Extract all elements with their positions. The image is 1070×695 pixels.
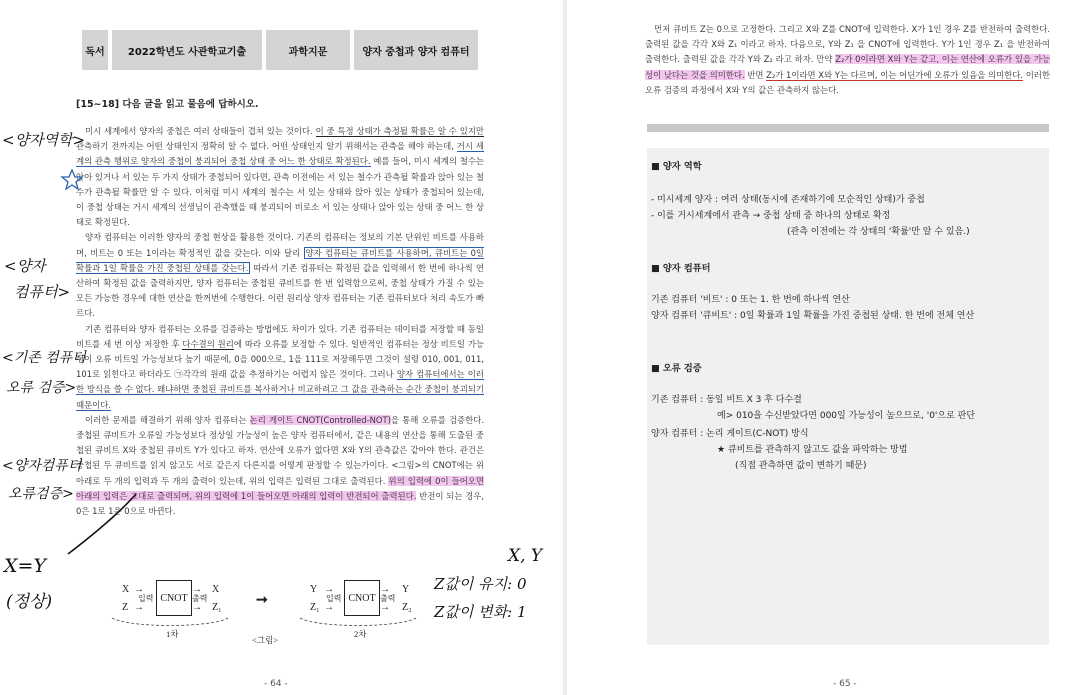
underlined-text: 거시 세계의 관측 행위로 양자의 중첩이 붕괴되어 중첩 상태 중 어느 한 상태로 확정된다. [76,141,484,167]
section-title-quantum-computer: ■ 양자 컴퓨터 [651,263,711,274]
g1-caption: 1차 [166,629,179,639]
g1-input-label: 입력 [138,594,154,603]
page-number-left: - 64 - [264,679,288,689]
divider-bar [647,124,1049,132]
g1-input-top: X [122,584,130,595]
text-run: 이러한 오류 검증의 과정에서 X와 Y의 값은 관측하지 않는다. [645,69,1050,95]
text-run: 을 통해 오류를 검증한다. 중첩된 큐비트가 오류일 가능성보다 정상일 가능성이 높은 양자 컴퓨터에서, 같은 내용의 연산을 통해 도출된 중첩된 큐비트 X와 중첩된 큐비트 Y가 있다고 하자. 연산에 오류가 없다면 X와 Y의 관측값은 같아야 한다. 관건은 중첩된 두 큐비트를 읽지 않고도 서로 같은지 다른지를 어떻게 판정할 수 있는가이다. <그림>의 CNOT에는 위아래로 두 개의 입력과 두 개의 출력이 있는데, 위의 입력은 입력된 그대로 출력된다. [76,414,484,486]
arrow-icon: → [134,602,144,613]
text-run: 미시 세계에서 양자의 중첩은 여러 상태들이 겹쳐 있는 것이다. [85,126,316,136]
handwritten-note-classic-error-1: <기존 컴퓨터 [2,350,86,366]
note-line: - 미시세계 양자 : 여러 상태(동시에 존재하기에 모순적인 상태)가 중첩 [651,195,925,205]
arrow-icon: → [192,584,202,595]
handwritten-note-quantum-error-2: 오류검증> [8,486,74,502]
figure-brackets [110,616,450,630]
text-run: 기존 컴퓨터와 양자 컴퓨터는 오류를 검증하는 방법에도 차이가 있다. 기존 컴퓨터는 데이터를 저장할 때 동일 비트를 세 번 이상 저장한 후 [76,323,484,349]
header-cell-category: 과학지문 [266,30,350,70]
note-line: (관측 이전에는 각 상태의 '확률'만 알 수 있음.) [787,227,970,237]
g1-output-label: 출력 [192,594,208,603]
g1-output-top: X [212,584,220,595]
underlined-text: Z₂가 1이라면 X와 Y는 다르며, 이는 어딘가에 오류가 있음을 의미한다. [766,69,1024,80]
text-run: 먼저 큐비트 Z는 0으로 고정한다. 그리고 X와 Z를 CNOT에 입력한다. X가 1인 경우 Z를 반전하여 출력한다. 출력된 값을 각각 X와 Z₁ 이라고 하자. 다음으로, Y와 Z₁ 을 CNOT에 입력한다. Y가 1인 경우 Z₁ 을 반전하여 출력한다. 출력된 값을 각각 Y와 Z₂ 라고 하자. 만약 [645,24,1050,65]
section-title-quantum-mechanics: ■ 양자 역학 [651,161,702,172]
handwritten-note-xy: X, Y [508,546,543,566]
text-run: 예를 들어, 미시 세계의 철수는 앉아 있거나 서 있는 두 가지 상태가 중첩되어 있다면, 관측 이전에는 서 있는 철수가 관측될 확률과 앉아 있는 철수가 관측될 확률만 알 수 있다. 이처럼 미시 세계의 철수는 서 있는 상태와 앉아 있는 상태가 중첩되어 있는데, 이 중첩 상태는 거시 세계의 선생님이 관측했을 때 붕괴되어 비로소 서 있는 상태나 앉아 있는 상태 중 어느 한 상태로 확정된다. [76,156,484,228]
underlined-text: 양자 컴퓨터에서는 이러한 방식을 쓸 수 없다. 왜냐하면 중첩된 큐비트를 복사하거나 비교하려고 그 값을 관측하는 순간 중첩이 붕괴되기 때문이다. [76,369,484,410]
highlighted-text: 논리 게이트 CNOT(Controlled-NOT) [249,414,391,425]
highlighted-text: Z₂가 0이라면 X와 Y는 같고, 이는 연산에 오류가 있을 가능성이 낮다는 것을 의미한다. [645,54,1051,80]
page-number-right: - 65 - [833,679,857,689]
text-run: 이러한 문제를 해결하기 위해 양자 컴퓨터는 [85,414,250,425]
note-line: (직접 관측하면 값이 변하기 때문) [735,461,867,471]
note-line: - 이를 거시세계에서 관측 → 중첩 상태 중 하나의 상태로 확정 [651,211,891,221]
sequence-arrow-icon: ➞ [256,593,268,608]
handwritten-note-z-changed: Z값이 변화: 1 [434,603,527,621]
section-title-error-check: ■ 오류 검증 [651,363,702,374]
note-line: 양자 컴퓨터 : 논리 게이트(C-NOT) 방식 [651,429,809,439]
cnot-figure [110,576,450,646]
g2-output-top: Y [402,584,410,595]
figure-caption: <그림> [252,635,279,645]
text-run: 에 따라 오류를 보정할 수 있다. 일반적인 컴퓨터는 정상 비트일 가능성이 오류 비트일 가능성보다 높기 때문에, 0을 000으로, 1을 111로 저장해두면 그것이 설령 010, 001, 011, 101로 읽힌다고 하더라도 ㉠각각의 원래 값을 추정하기는 어렵지 않은 것이다. 그러나 [76,338,485,380]
g1-output-bottom: Z₁ [212,602,222,613]
paragraph-2 [76,230,484,321]
g2-input-label: 입력 [326,594,342,603]
question-title: [15~18] 다음 글을 읽고 물음에 답하시오. [76,99,259,110]
g2-output-bottom: Z₂ [402,602,412,613]
handwritten-note-z-kept: Z값이 유지: 0 [434,575,527,593]
g2-output-label: 출력 [380,594,396,603]
star-doodle-icon [60,168,84,192]
handwritten-note-quantum-error-1: <양자컴퓨터 [2,458,82,474]
passage [76,124,484,519]
boxed-text: 양자 컴퓨터는 큐비트를 사용하며, 큐비트는 0일 확률과 1일 확률을 가진 중첩된 상태를 갖는다. [76,247,484,273]
handwritten-note-x-equals-y: X=Y [4,555,46,577]
underlined-text: 다수결의 원리 [182,338,234,349]
note-line: 기존 컴퓨터 '비트' : 0 또는 1. 한 번에 하나씩 연산 [651,295,850,305]
arrow-icon: → [192,602,202,613]
header-cell-source: 2022학년도 사관학교기출 [112,30,262,70]
underlined-text: 이 중 특정 상태가 측정될 확률은 알 수 있지만 [315,126,484,136]
paragraph-1 [76,124,484,230]
text-run: 양자 컴퓨터는 이러한 양자의 중첩 현상을 활용한 것이다. 기존의 컴퓨터는 정보의 기본 단위인 비트를 사용하며, 비트는 0 또는 1이라는 확정적인 값을 갖는다. 이와 달리 [76,232,484,258]
text-run: 반전이 되는 경우, 0은 1로 1은 0으로 바뀐다. [76,490,484,517]
note-line: ★ 큐비트를 관측하지 않고도 값을 파악하는 방법 [717,445,908,455]
handwritten-note-normal: (정상) [6,592,53,612]
handwritten-note-classic-error-2: 오류 검증> [6,380,77,396]
arrow-icon: → [380,584,390,595]
header-cell-subject: 독서 [82,30,108,70]
highlighted-text: 위의 입력에 0이 들어오면 아래의 입력은 그대로 출력되며, 위의 입력에 1이 들어오면 아래의 입력이 반전되어 출력된다. [76,475,484,501]
arrow-icon: → [324,602,334,613]
arrow-icon: → [380,602,390,613]
header-cell-topic: 양자 중첩과 양자 컴퓨터 [354,30,478,70]
text-run: 관측하기 전까지는 어떤 상태인지 정확히 알 수 없다. 어떤 상태인지 알기 위해서는 관측을 해야 하는데, [76,141,457,152]
g2-caption: 2차 [354,629,367,639]
paragraph-3 [76,322,484,413]
pen-stroke-doodle [62,490,142,560]
handwritten-note-quantum-mechanics: <양자역학> [2,131,86,149]
summary-notes [647,148,1049,645]
note-line: 양자 컴퓨터 '큐비트' : 0일 확률과 1일 확률을 가진 중첩된 상태. 한 번에 전체 연산 [651,311,975,321]
g1-input-bottom: Z [122,602,129,613]
text-run: 따라서 기존 컴퓨터는 확정된 값을 입력해서 한 번에 하나씩 연산하여 확정된 값을 출력하지만, 양자 컴퓨터는 중첩된 큐비트를 한 번 입력함으로써, 중첩 상태가 가질 수 있는 모든 가능한 경우에 대한 연산을 한꺼번에 수행한다. 이런 원리상 양자 컴퓨터는 기존 컴퓨터보다 처리 속도가 빠르다. [76,262,484,319]
text-run: 반면 [744,69,767,80]
arrow-icon: → [134,584,144,595]
handwritten-note-quantum-computer-2: 컴퓨터> [14,283,71,301]
note-line: 기존 컴퓨터 : 동일 비트 X 3 후 다수결 [651,395,802,405]
g2-input-top: Y [310,584,318,595]
g2-cnot-gate: CNOT [344,580,380,616]
g2-input-bottom: Z₁ [310,602,320,613]
handwritten-note-quantum-computer-1: <양자 [4,257,46,275]
g1-cnot-gate: CNOT [156,580,192,616]
note-line: 예> 010을 수신받았다면 000일 가능성이 높으므로, '0'으로 판단 [717,411,976,421]
arrow-icon: → [324,584,334,595]
passage-continued [645,22,1050,98]
paragraph-5 [645,22,1050,98]
